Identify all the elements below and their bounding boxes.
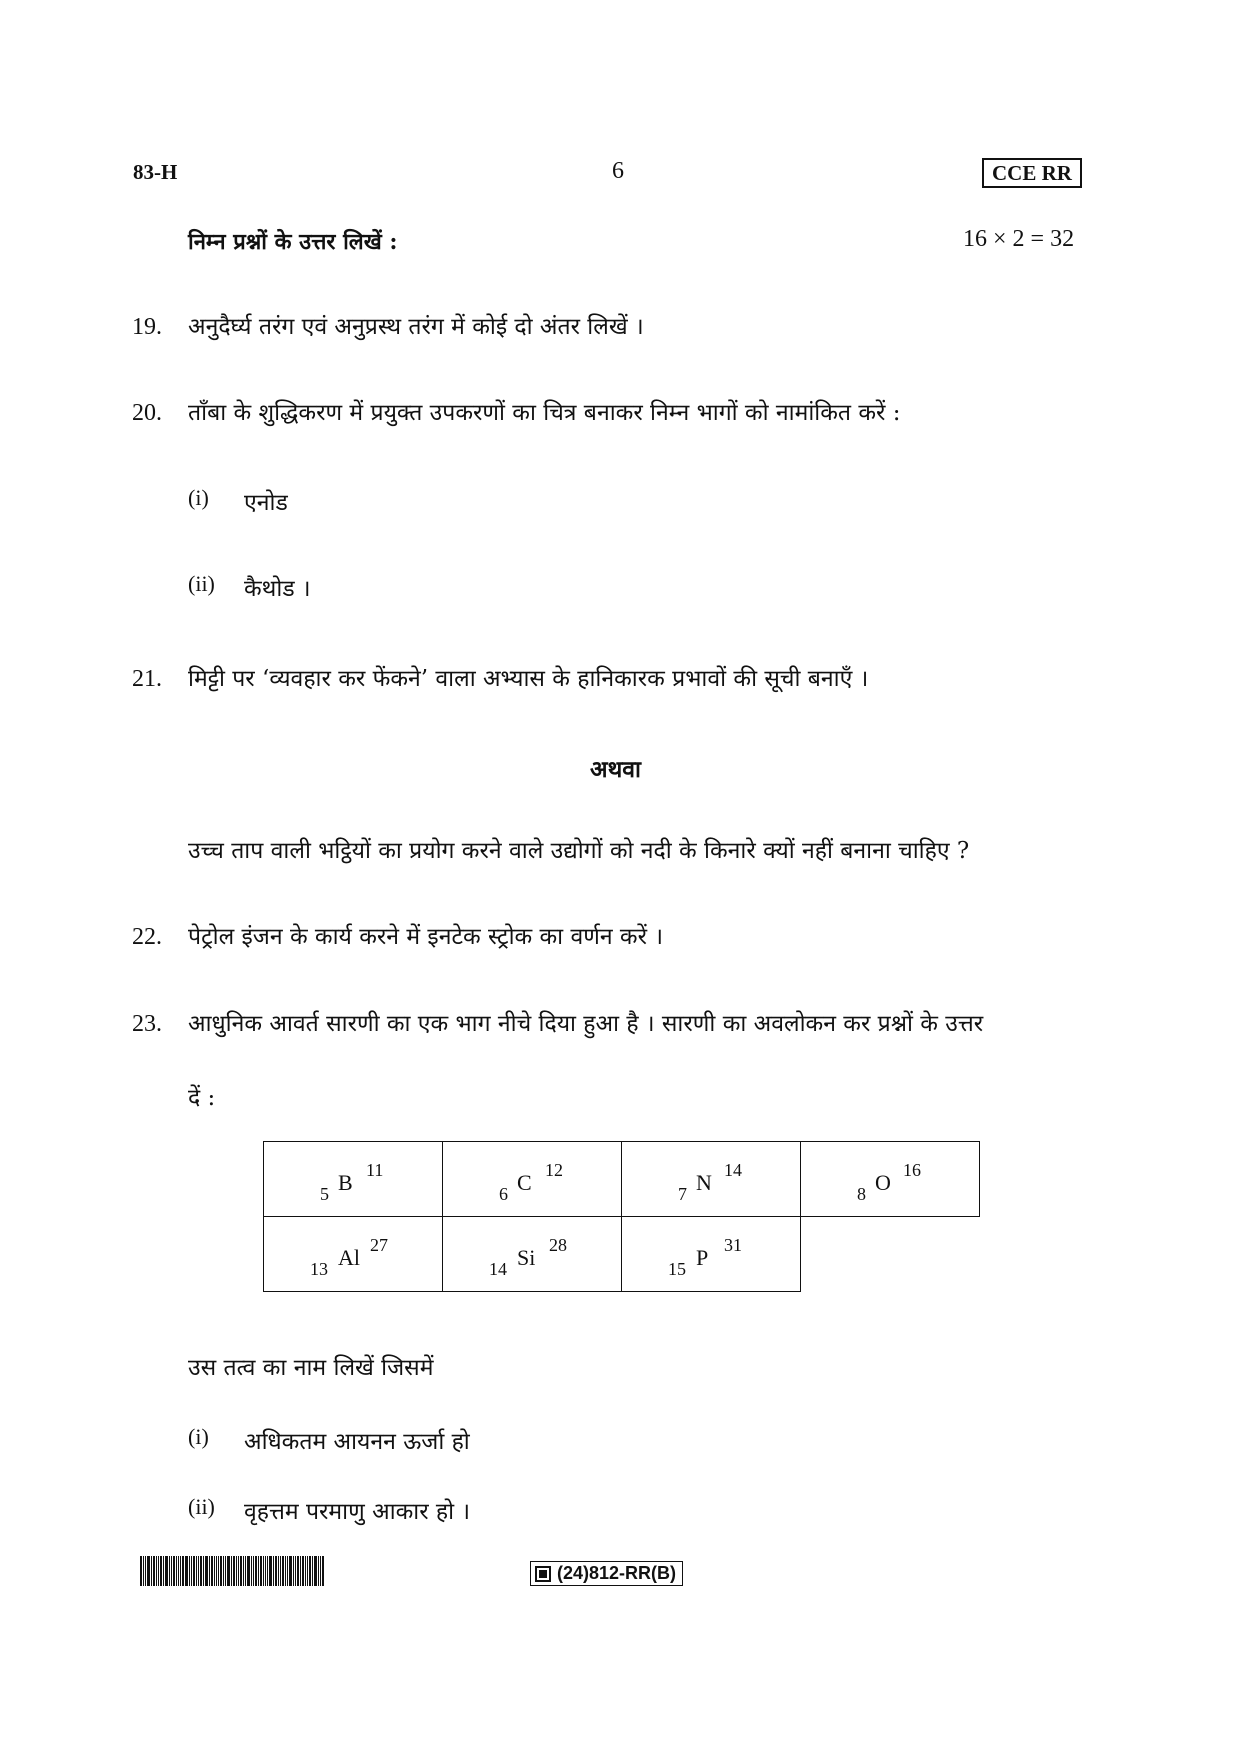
- barcode-bar: [178, 1556, 179, 1586]
- table-row: [264, 1217, 980, 1292]
- question-number: 20.: [132, 400, 162, 426]
- barcode-bar: [247, 1556, 250, 1586]
- barcode-bar: [253, 1556, 254, 1586]
- part-label: (ii): [188, 1494, 215, 1519]
- atomic-number: 5: [320, 1184, 329, 1204]
- barcode-bar: [143, 1556, 144, 1586]
- element-cell-phosphorus: [622, 1217, 801, 1292]
- barcode-bar: [198, 1556, 199, 1586]
- element-symbol: Si: [517, 1245, 536, 1270]
- barcode-bar: [196, 1556, 197, 1586]
- barcode-bar: [309, 1556, 311, 1586]
- barcode-bar: [209, 1556, 210, 1586]
- barcode-bar: [160, 1556, 162, 1586]
- part-text: वृहत्तम परमाणु आकार हो ।: [244, 1499, 471, 1525]
- barcode-bar: [297, 1556, 299, 1586]
- barcode-bar: [295, 1556, 296, 1586]
- barcode-bar: [145, 1556, 146, 1586]
- part-label: (i): [188, 1424, 209, 1449]
- barcode-bar: [238, 1556, 239, 1586]
- element-cell-nitrogen: [622, 1142, 801, 1217]
- barcode-bar: [289, 1556, 292, 1586]
- barcode-bar: [151, 1556, 152, 1586]
- element-symbol: P: [696, 1245, 709, 1270]
- atomic-number: 8: [857, 1184, 866, 1204]
- barcode-bar: [251, 1556, 252, 1586]
- question-text: अनुदैर्घ्य तरंग एवं अनुप्रस्थ तरंग में कोई दो अंतर लिखें ।: [188, 314, 644, 340]
- barcode-bar: [278, 1556, 279, 1586]
- question-23-prompt: उस तत्व का नाम लिखें जिसमें: [188, 1355, 434, 1381]
- mass-number: 27: [370, 1235, 388, 1255]
- barcode-bar: [260, 1556, 262, 1586]
- barcode-bar: [307, 1556, 308, 1586]
- barcode-bar: [255, 1556, 257, 1586]
- barcode-bar: [191, 1556, 192, 1586]
- barcode-bar: [176, 1556, 177, 1586]
- barcode-bar: [287, 1556, 288, 1586]
- barcode-bar: [275, 1556, 277, 1586]
- barcode-bar: [189, 1556, 190, 1586]
- barcode-bar: [282, 1556, 284, 1586]
- barcode-bar: [173, 1556, 175, 1586]
- barcode-bar: [200, 1556, 202, 1586]
- mass-number: 28: [549, 1235, 567, 1255]
- element-cell-boron: [264, 1142, 443, 1217]
- element-symbol: Al: [338, 1245, 360, 1270]
- barcode-bar: [169, 1556, 170, 1586]
- element-symbol: B: [338, 1170, 353, 1195]
- barcode-bar: [231, 1556, 232, 1586]
- series-badge: CCE RR: [982, 158, 1082, 188]
- barcode-bar: [285, 1556, 286, 1586]
- atomic-number: 13: [310, 1259, 328, 1279]
- or-label: अथवा: [590, 756, 642, 783]
- part-label: (i): [188, 485, 209, 510]
- part-text: अधिकतम आयनन ऊर्जा हो: [244, 1429, 470, 1455]
- part-text: एनोड: [244, 490, 288, 516]
- barcode-bar: [216, 1556, 217, 1586]
- element-symbol: N: [696, 1170, 712, 1195]
- barcode-bar: [147, 1556, 150, 1586]
- barcode-bar: [302, 1556, 304, 1586]
- barcode-bar: [185, 1556, 188, 1586]
- footer-paper-code: [530, 1561, 683, 1586]
- barcode-bar: [158, 1556, 159, 1586]
- barcode-bar: [263, 1556, 264, 1586]
- barcode-bar: [280, 1556, 281, 1586]
- barcode-bar: [245, 1556, 246, 1586]
- barcode-bar: [236, 1556, 237, 1586]
- page-number: 6: [612, 158, 624, 184]
- mass-number: 16: [903, 1160, 921, 1180]
- barcode-bar: [193, 1556, 195, 1586]
- section-instruction: निम्न प्रश्नों के उत्तर लिखें :: [188, 229, 398, 255]
- barcode-bar: [218, 1556, 219, 1586]
- element-cell-oxygen: [801, 1142, 980, 1217]
- barcode-bar: [156, 1556, 157, 1586]
- barcode-bar: [320, 1556, 321, 1586]
- element-symbol: O: [875, 1170, 891, 1195]
- barcode-bar: [269, 1556, 272, 1586]
- question-text: मिट्टी पर ‘व्यवहार कर फेंकने’ वाला अभ्यास के हानिकारक प्रभावों की सूची बनाएँ ।: [188, 666, 869, 692]
- barcode-bar: [165, 1556, 168, 1586]
- question-number: 23.: [132, 1011, 162, 1037]
- mass-number: 14: [724, 1160, 742, 1180]
- table-row: [264, 1142, 980, 1217]
- qr-code-icon: [535, 1566, 551, 1582]
- element-cell-aluminium: [264, 1217, 443, 1292]
- mass-number: 11: [366, 1160, 384, 1180]
- barcode-bar: [322, 1556, 324, 1586]
- barcode-bar: [140, 1556, 142, 1586]
- barcode-bar: [205, 1556, 208, 1586]
- question-number: 19.: [132, 314, 162, 340]
- barcode-bar: [305, 1556, 306, 1586]
- barcode-bar: [223, 1556, 224, 1586]
- mass-number: 31: [724, 1235, 742, 1255]
- question-text: ताँबा के शुद्धिकरण में प्रयुक्त उपकरणों का चित्र बनाकर निम्न भागों को नामांकित करें :: [188, 400, 901, 426]
- mass-number: 12: [545, 1160, 563, 1180]
- barcode-bar: [293, 1556, 294, 1586]
- barcode-bar: [233, 1556, 235, 1586]
- barcode-bar: [153, 1556, 155, 1586]
- paper-code: 83-H: [133, 160, 178, 184]
- barcode-bar: [243, 1556, 244, 1586]
- barcode-bar: [225, 1556, 226, 1586]
- barcode-bar: [267, 1556, 268, 1586]
- barcode-bar: [182, 1556, 184, 1586]
- barcode-bar: [300, 1556, 301, 1586]
- barcode-bar: [314, 1556, 317, 1586]
- element-symbol: C: [517, 1170, 532, 1195]
- barcode-bar: [312, 1556, 313, 1586]
- barcode-icon: [140, 1556, 380, 1586]
- element-cell-silicon: [443, 1217, 622, 1292]
- question-21-alternative: उच्च ताप वाली भट्ठियों का प्रयोग करने वाले उद्योगों को नदी के किनारे क्यों नहीं बनाना चाहिए ?: [188, 838, 970, 864]
- question-text: आधुनिक आवर्त सारणी का एक भाग नीचे दिया हुआ है । सारणी का अवलोकन कर प्रश्नों के उत्तर: [188, 1011, 984, 1037]
- part-label: (ii): [188, 571, 215, 596]
- barcode-bar: [273, 1556, 274, 1586]
- barcode-bar: [180, 1556, 181, 1586]
- barcode-bar: [227, 1556, 230, 1586]
- section-marks: 16 × 2 = 32: [963, 226, 1075, 252]
- atomic-number: 15: [668, 1259, 686, 1279]
- atomic-number: 6: [499, 1184, 508, 1204]
- element-cell-carbon: [443, 1142, 622, 1217]
- question-23-line2: दें :: [188, 1085, 216, 1111]
- atomic-number: 14: [489, 1259, 507, 1279]
- footer-code-text: (24)812-RR(B): [557, 1563, 677, 1583]
- question-number: 21.: [132, 666, 162, 692]
- barcode-bar: [203, 1556, 204, 1586]
- periodic-table-excerpt: [263, 1141, 980, 1292]
- barcode-bar: [318, 1556, 319, 1586]
- question-number: 22.: [132, 924, 162, 950]
- barcode-bar: [171, 1556, 172, 1586]
- part-text: कैथोड ।: [244, 576, 311, 602]
- question-text: पेट्रोल इंजन के कार्य करने में इनटेक स्ट्रोक का वर्णन करें ।: [188, 924, 664, 950]
- atomic-number: 7: [678, 1184, 687, 1204]
- barcode-bar: [220, 1556, 222, 1586]
- barcode-bar: [265, 1556, 266, 1586]
- empty-cell: [801, 1217, 980, 1292]
- barcode-bar: [214, 1556, 215, 1586]
- barcode-bar: [240, 1556, 242, 1586]
- barcode-bar: [258, 1556, 259, 1586]
- barcode-bar: [163, 1556, 164, 1586]
- barcode-bar: [211, 1556, 213, 1586]
